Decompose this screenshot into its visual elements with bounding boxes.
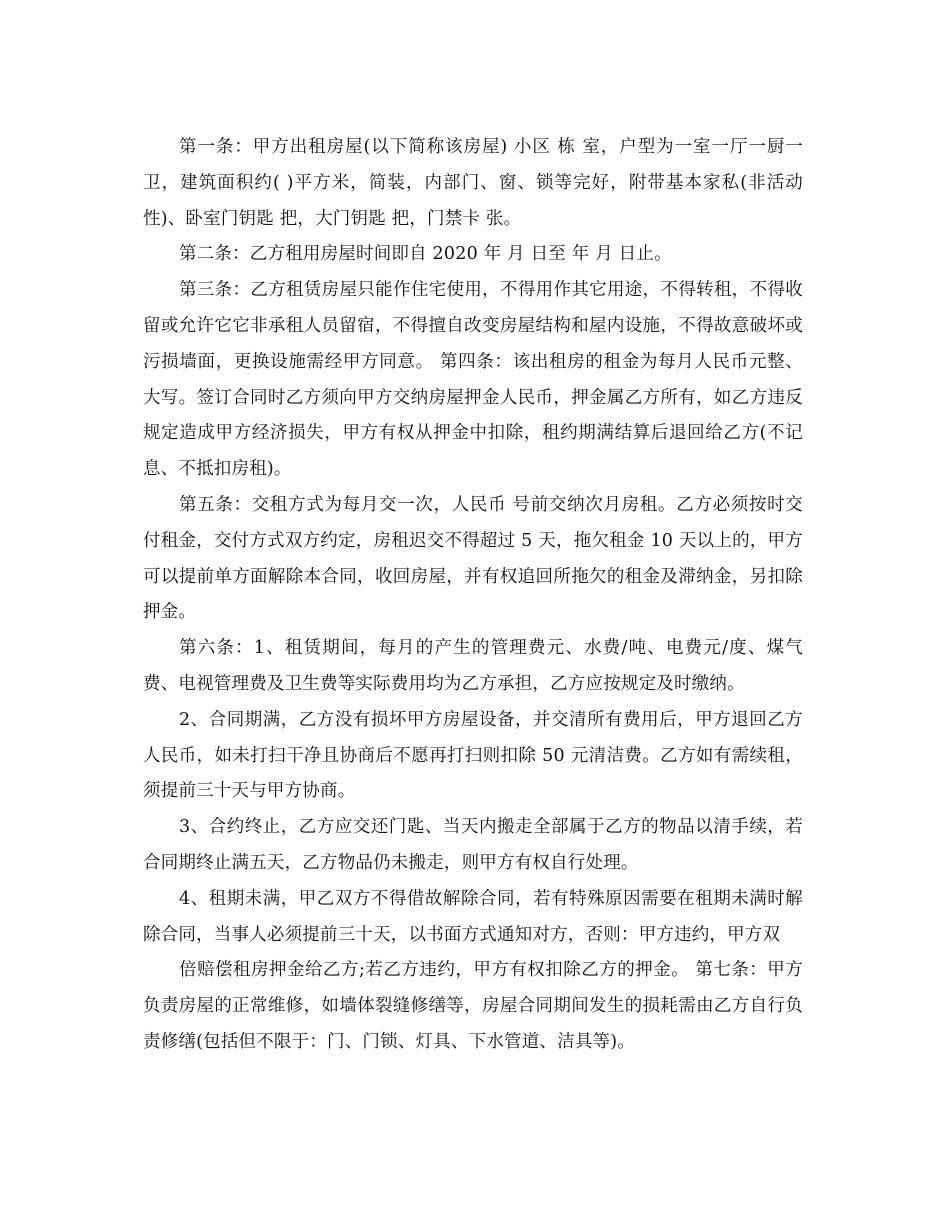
clause-1-paragraph: 第一条：甲方出租房屋(以下简称该房屋) 小区 栋 室，户型为一室一厅一厨一卫，建筑面积约( )平方米，简装，内部门、窗、锁等完好，附带基本家私(非活动性)、卧室门钥匙 把，大门钥匙 把，门禁卡 张。: [143, 137, 803, 229]
clause-6-7-continuation-paragraph: 倍赔偿租房押金给乙方;若乙方违约，甲方有权扣除乙方的押金。 第七条：甲方负责房屋的正常维修，如墙体裂缝修缮等，房屋合同期间发生的损耗需由乙方自行负责修缮(包括但不限于：门、门锁、灯具、下水管道、洁具等)。: [143, 960, 803, 1052]
clause-3-4-paragraph: 第三条：乙方租赁房屋只能作住宅使用，不得用作其它用途，不得转租，不得收留或允许它它非承租人员留宿，不得擅自改变房屋结构和屋内设施，不得故意破坏或污损墙面，更换设施需经甲方同意。 第四条：该出租房的租金为每月人民币元整、大写。签订合同时乙方须向甲方交纳房屋押金人民币，押金属乙方所有，如乙方违反规定造成甲方经济损失，甲方有权从押金中扣除，租约期满结算后退回给乙方(不记息、不抵扣房租)。: [143, 280, 803, 480]
clause-6-item-2-paragraph: 2、合同期满，乙方没有损坏甲方房屋设备，并交清所有费用后，甲方退回乙方人民币，如未打扫干净且协商后不愿再打扫则扣除 50 元清洁费。乙方如有需续租，须提前三十天与甲方协商。: [143, 709, 803, 802]
clause-6-item-3-paragraph: 3、合约终止，乙方应交还门匙、当天内搬走全部属于乙方的物品以清手续，若合同期终止满五天，乙方物品仍未搬走，则甲方有权自行处理。: [143, 817, 803, 873]
contract-body: [143, 130, 803, 1061]
clause-6-item-4-paragraph: 4、租期未满，甲乙双方不得借故解除合同，若有特殊原因需要在租期未满时解除合同，当事人必须提前三十天，以书面方式通知对方，否则：甲方违约，甲方双: [143, 888, 803, 945]
clause-6-item-1-paragraph: 第六条：1、租赁期间，每月的产生的管理费元、水费/吨、电费元/度、煤气费、电视管理费及卫生费等实际费用均为乙方承担，乙方应按规定及时缴纳。: [143, 638, 803, 694]
clause-2-paragraph: 第二条：乙方租用房屋时间即自 2020 年 月 日至 年 月 日止。: [179, 244, 672, 265]
clause-5-paragraph: 第五条：交租方式为每月交一次，人民币 号前交纳次月房租。乙方必须按时交付租金，交付方式双方约定，房租迟交不得超过 5 天，拖欠租金 10 天以上的，甲方可以提前单方面解除本合同，收回房屋，并有权追回所拖欠的租金及滞纳金，另扣除押金。: [143, 494, 803, 623]
